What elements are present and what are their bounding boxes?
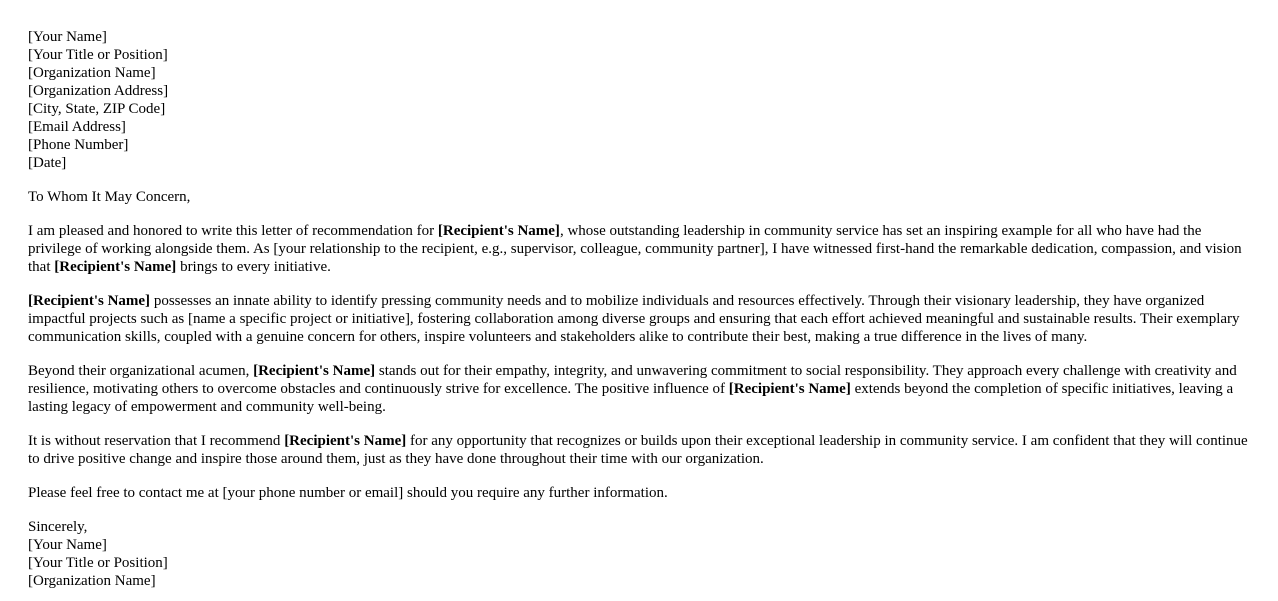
sender-organization-address: [Organization Address] <box>28 83 169 99</box>
closing-block <box>28 518 1250 590</box>
recipient-name: [Recipient's Name] <box>728 381 851 397</box>
sender-email: [Email Address] <box>28 119 126 135</box>
paragraph-text: I am pleased and honored to write this letter of recommendation for <box>28 223 438 239</box>
letter-document <box>28 28 1250 590</box>
signer-name: [Your Name] <box>28 537 107 553</box>
signer-organization: [Organization Name] <box>28 573 156 589</box>
paragraph-abilities <box>28 292 1250 346</box>
recipient-name: [Recipient's Name] <box>54 259 177 275</box>
paragraph-text: brings to every initiative. <box>176 259 331 275</box>
paragraph-text: It is without reservation that I recommend <box>28 433 285 449</box>
recipient-name: [Recipient's Name] <box>437 223 560 239</box>
paragraph-character <box>28 362 1250 416</box>
sender-city-state-zip: [City, State, ZIP Code] <box>28 101 166 117</box>
paragraph-recommendation <box>28 432 1250 468</box>
paragraph-text: for any opportunity that recognizes or builds upon their exceptional leadership in community service. I am confident that they will continue to drive positive change and inspire those around them, just as they have done throughout their time with our organization. <box>28 433 1248 467</box>
sender-phone: [Phone Number] <box>28 137 129 153</box>
paragraph-contact: Please feel free to contact me at [your phone number or email] should you require any further information. <box>28 485 668 501</box>
paragraph-introduction <box>28 222 1250 276</box>
sender-name: [Your Name] <box>28 29 107 45</box>
signer-title: [Your Title or Position] <box>28 555 168 571</box>
paragraph-text: extends beyond the completion of specific initiatives, leaving a lasting legacy of empowerment and community well-being. <box>28 381 1234 415</box>
recipient-name: [Recipient's Name] <box>28 293 151 309</box>
recipient-name: [Recipient's Name] <box>253 363 376 379</box>
paragraph-text: possesses an innate ability to identify pressing community needs and to mobilize individuals and resources effectively. Through their visionary leadership, they have organized impactful projects such as [name a specific project or initiative], fostering collaboration among diverse groups and ensuring that each effort achieved meaningful and sustainable results. Their exemplary communication skills, coupled with a genuine concern for others, inspire volunteers and stakeholders alike to contribute their best, making a true difference in the lives of many. <box>28 293 1240 345</box>
sign-off: Sincerely, <box>28 519 88 535</box>
paragraph-text: , whose outstanding leadership in community service has set an inspiring example for all who have had the privilege of working alongside them. As [your relationship to the recipient, e.g., supervisor, colleague, community partner], I have witnessed first-hand the remarkable dedication, compassion, and vision that <box>28 223 1242 275</box>
paragraph-text: Beyond their organizational acumen, <box>28 363 254 379</box>
paragraph-text: stands out for their empathy, integrity, and unwavering commitment to social responsibility. They approach every challenge with creativity and resilience, motivating others to overcome obstacles and continuously strive for excellence. The positive influence of <box>28 363 1237 397</box>
recipient-name: [Recipient's Name] <box>284 433 407 449</box>
salutation: To Whom It May Concern, <box>28 189 191 205</box>
letter-date: [Date] <box>28 155 67 171</box>
sender-organization: [Organization Name] <box>28 65 156 81</box>
sender-title: [Your Title or Position] <box>28 47 168 63</box>
sender-address-block <box>28 28 1250 172</box>
